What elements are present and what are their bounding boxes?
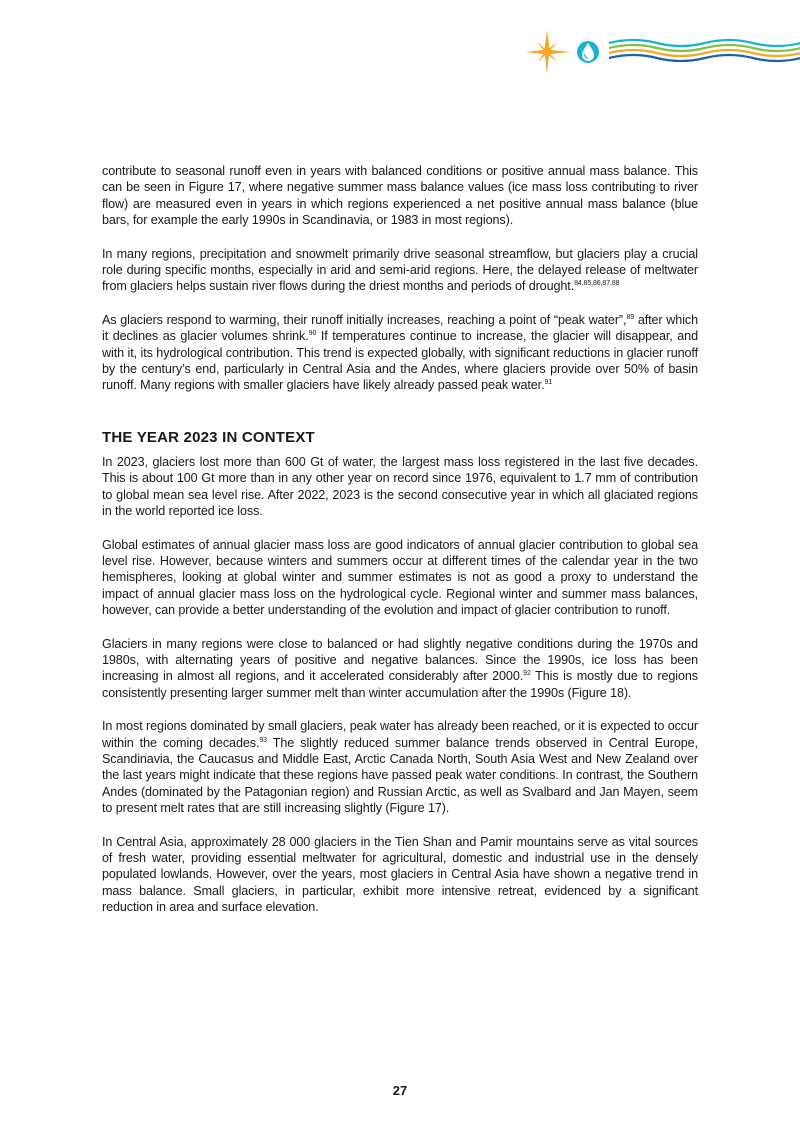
paragraph-2023 (102, 454, 698, 520)
paragraph-text: contribute to seasonal runoff even in years with balanced conditions or positive annual mass balance. This can be seen in Figure 17, where negative summer mass balance values (ice mass loss contributing to river flow) are measured even in years in which regions experienced a net positive annual mass balance (blue bars, for example the early 1990s in Scandinavia, or 1983 in most regions). (102, 164, 698, 228)
paragraph-precipitation (102, 246, 698, 295)
footnote-ref[interactable]: 93 (259, 736, 267, 744)
wave-lines-icon (609, 40, 800, 61)
paragraph-text: If temperatures continue to increase, the glacier will disappear, and with it, its hydrological contribution. This trend is expected globally, with significant reductions in glacier runoff by the century’s end, particularly in Central Asia and the Andes, where glaciers provide over 50% of basin runoff. Many regions with smaller glaciers have likely already passed peak water. (102, 329, 698, 393)
paragraph-text: In most regions dominated by small glaciers, peak water has already been reached, or it is expected to occur within the coming decades. (102, 719, 698, 750)
paragraph-text: The slightly reduced summer balance trends observed in Central Europe, Scandinavia, the Caucasus and Middle East, Arctic Canada North, South Asia West and New Zealand over the last years might indicate that these regions have passed peak water conditions. In contrast, the Southern Andes (dominated by the Patagonian region) and Russian Arctic, as well as Svalbard and Jan Mayen, seem to present melt rates that are still increasing slightly (Figure 17). (102, 735, 698, 816)
paragraph-balances-history (102, 636, 698, 702)
paragraph-seasonal-runoff (102, 163, 698, 229)
water-drop-icon (577, 41, 599, 63)
section-heading: THE YEAR 2023 IN CONTEXT (102, 428, 315, 446)
paragraph-global-estimates (102, 537, 698, 619)
paragraph-peak-water (102, 312, 698, 394)
paragraph-text: In 2023, glaciers lost more than 600 Gt of water, the largest mass loss registered in the last five decades. This is about 100 Gt more than in any other year on record since 1976, equivalent to 1.7 mm of contribution to global mean sea level rise. After 2022, 2023 is the second consecutive year in which all glaciated regions in the world reported ice loss. (102, 454, 698, 519)
footnote-ref[interactable]: 90 (308, 330, 317, 338)
paragraph-central-asia (102, 834, 698, 916)
page-body (102, 163, 698, 933)
footnote-ref[interactable]: 89 (626, 313, 635, 321)
page-number: 27 (392, 1083, 408, 1098)
paragraph-text: Glaciers in many regions were close to balanced or had slightly negative conditions during the 1970s and 1980s, with alternating years of positive and negative balances. Since the 1990s, ice loss has been increasing in almost all regions, and it accelerated considerably after 2000. (102, 636, 698, 684)
paragraph-text: after which it declines as glacier volumes shrink. (102, 312, 698, 344)
footnote-ref[interactable]: 92 (523, 670, 531, 678)
compass-star-icon (526, 30, 570, 74)
paragraph-text: Global estimates of annual glacier mass loss are good indicators of annual glacier contribution to global sea level rise. However, because winters and summers occur at different times of the calendar year in the two hemispheres, looking at global winter and summer estimates is not as good a proxy to understand the impact of annual glacier mass loss on the hydrological cycle. Regional winter and summer mass balances, however, can provide a better understanding of the evolution and impact of glacier contribution to runoff. (102, 537, 698, 618)
footnote-ref[interactable]: 91 (544, 379, 553, 387)
paragraph-text: As glaciers respond to warming, their runoff initially increases, reaching a point of “peak water”, (102, 312, 627, 327)
footnote-ref[interactable]: 84,85,86,87,88 (574, 280, 620, 288)
header-logo (522, 28, 800, 76)
paragraph-small-glaciers (102, 718, 698, 816)
paragraph-text: In Central Asia, approximately 28 000 glaciers in the Tien Shan and Pamir mountains serve as vital sources of fresh water, providing essential meltwater for agricultural, domestic and industrial use in the densely populated lowlands. However, over the years, most glaciers in Central Asia have shown a negative trend in mass balance. Small glaciers, in particular, exhibit more intensive retreat, evidenced by a significant reduction in area and surface elevation. (102, 834, 698, 915)
paragraph-text: This is mostly due to regions consistently presenting larger summer melt than winter accumulation after the 1990s (Figure 18). (102, 669, 698, 700)
paragraph-text: In many regions, precipitation and snowmelt primarily drive seasonal streamflow, but glaciers play a crucial role during specific months, especially in arid and semi-arid regions. Here, the delayed release of meltwater from glaciers helps sustain river flows during the driest months and periods of drought. (102, 246, 698, 294)
